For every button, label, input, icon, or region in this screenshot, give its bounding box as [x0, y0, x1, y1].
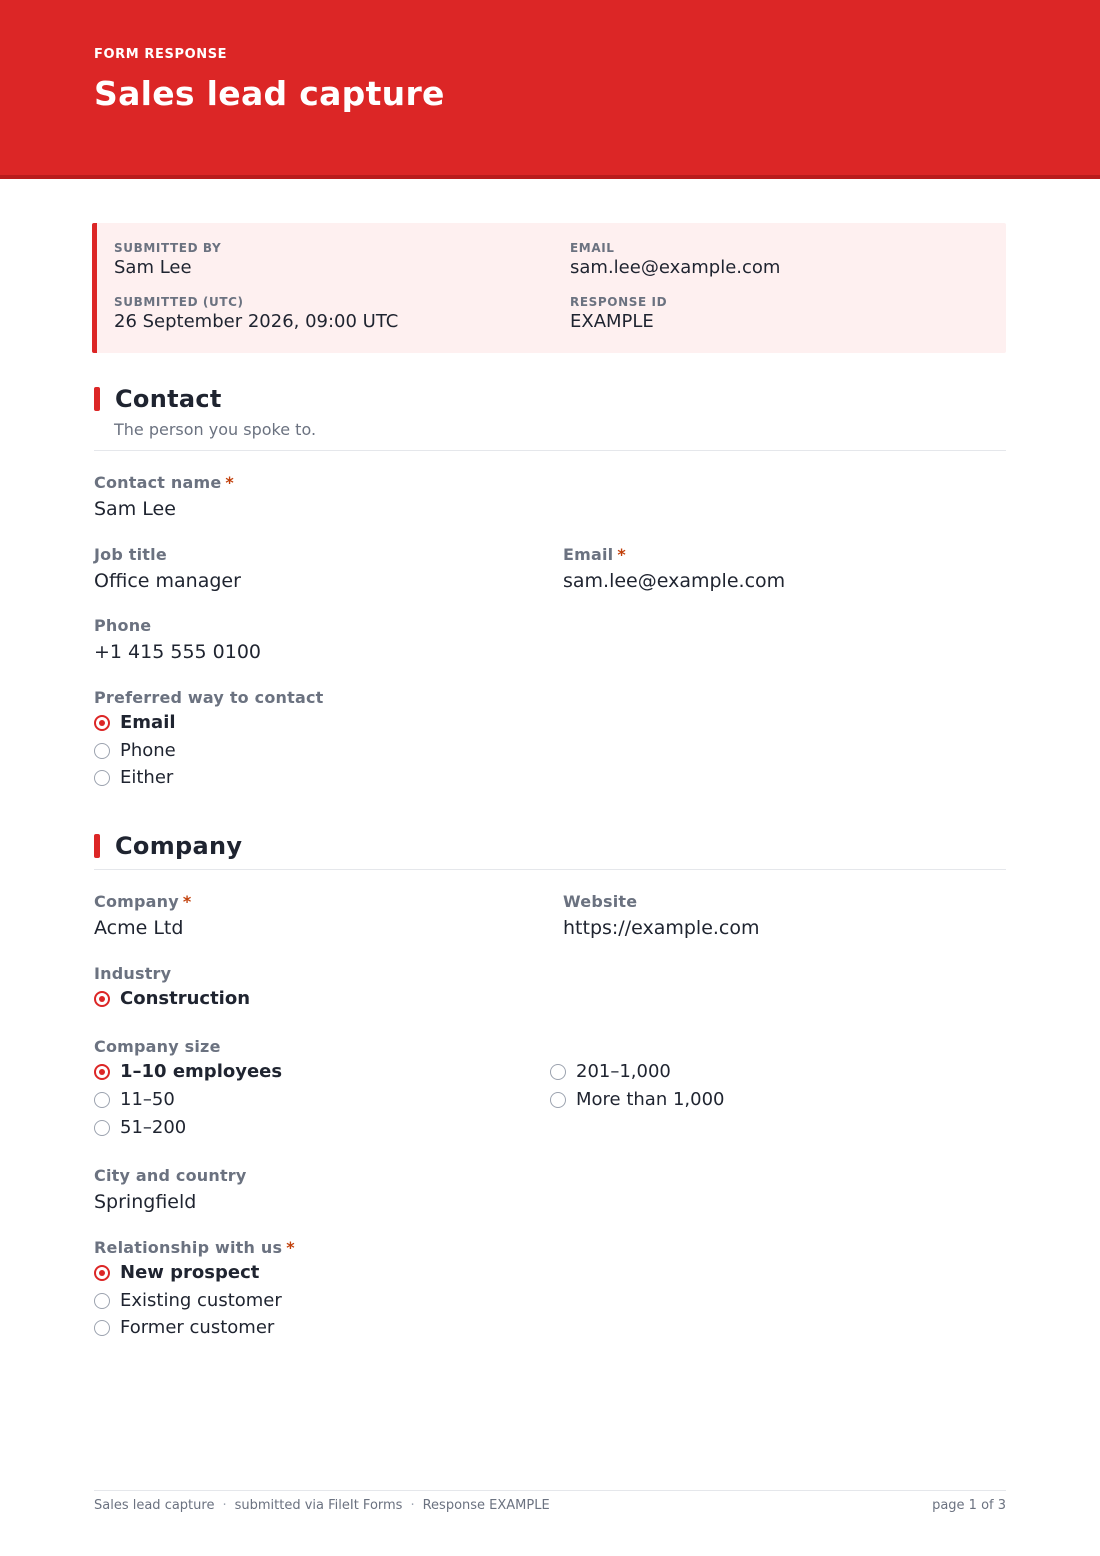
- field-phone: [94, 616, 261, 663]
- radio-option-label: Existing customer: [120, 1290, 282, 1311]
- meta-submitted-by: [114, 241, 221, 278]
- field-website: [563, 892, 760, 939]
- radio-option-phone: [94, 740, 176, 761]
- radio-option-label: Phone: [120, 740, 176, 761]
- radio-unselected-icon: [550, 1064, 566, 1080]
- page-title: Sales lead capture: [94, 74, 445, 113]
- field-preferred-contact-label: Preferred way to contact: [94, 688, 324, 707]
- section-contact-title: Contact: [115, 385, 222, 413]
- radio-option-size-more-than-1000: [550, 1089, 725, 1110]
- meta-response-id: [570, 295, 667, 332]
- field-job-title-label: Job title: [94, 545, 167, 564]
- field-email-label: Email: [563, 545, 614, 564]
- field-contact-name-label: Contact name: [94, 473, 222, 492]
- radio-option-label: 1–10 employees: [120, 1061, 283, 1082]
- radio-selected-icon: [94, 991, 110, 1007]
- field-company-size-label: Company size: [94, 1037, 221, 1056]
- meta-submitted-by-label: SUBMITTED BY: [114, 241, 222, 255]
- header-eyebrow: FORM RESPONSE: [94, 47, 228, 62]
- field-email-value: sam.lee@example.com: [563, 570, 786, 592]
- field-email: [563, 545, 785, 592]
- field-city-country-value: Springfield: [94, 1191, 197, 1213]
- section-contact-description: The person you spoke to.: [114, 420, 317, 439]
- radio-option-label: Construction: [120, 988, 251, 1009]
- footer-info: [94, 1498, 550, 1513]
- meta-response-id-value: EXAMPLE: [570, 311, 654, 332]
- radio-option-label: Former customer: [120, 1317, 275, 1338]
- required-marker: *: [225, 473, 234, 492]
- radio-option-label: 201–1,000: [576, 1061, 671, 1082]
- field-company: [94, 892, 191, 939]
- section-accent-bar: [94, 387, 100, 411]
- required-marker: *: [617, 545, 626, 564]
- field-relationship: [94, 1238, 295, 1257]
- radio-option-former-customer: [94, 1317, 274, 1338]
- footer-response: Response EXAMPLE: [422, 1498, 550, 1513]
- field-contact-name: [94, 473, 234, 520]
- field-relationship-label: Relationship with us: [94, 1238, 283, 1257]
- footer-via: submitted via FileIt Forms: [234, 1498, 403, 1513]
- radio-option-email: [94, 712, 176, 733]
- footer-separator: ·: [222, 1498, 227, 1513]
- field-job-title-value: Office manager: [94, 570, 241, 592]
- field-phone-label: Phone: [94, 616, 152, 635]
- footer-page-number: page 1 of 3: [932, 1498, 1006, 1513]
- field-phone-value: +1 415 555 0100: [94, 641, 262, 663]
- radio-option-size-201-1000: [550, 1061, 671, 1082]
- radio-option-label: 51–200: [120, 1117, 187, 1138]
- radio-option-label: 11–50: [120, 1089, 175, 1110]
- radio-option-size-51-200: [94, 1117, 186, 1138]
- section-contact-heading: [94, 385, 222, 413]
- radio-option-label: Either: [120, 767, 174, 788]
- field-job-title: [94, 545, 241, 592]
- radio-option-size-11-50: [94, 1089, 175, 1110]
- meta-response-id-label: RESPONSE ID: [570, 295, 668, 309]
- radio-unselected-icon: [94, 743, 110, 759]
- meta-submitted-label: SUBMITTED (UTC): [114, 295, 244, 309]
- radio-option-existing-customer: [94, 1290, 282, 1311]
- radio-option-size-1-10: [94, 1061, 282, 1082]
- field-contact-name-value: Sam Lee: [94, 498, 176, 520]
- radio-selected-icon: [94, 715, 110, 731]
- section-divider: [94, 450, 1006, 451]
- field-company-value: Acme Ltd: [94, 917, 184, 939]
- footer-divider: [94, 1490, 1006, 1491]
- meta-submitted-by-value: Sam Lee: [114, 257, 192, 278]
- section-accent-bar: [94, 834, 100, 858]
- section-company-heading: [94, 832, 242, 860]
- radio-option-construction: [94, 988, 250, 1009]
- field-city-country: [94, 1166, 247, 1213]
- radio-unselected-icon: [94, 1320, 110, 1336]
- page-header: [0, 0, 1100, 179]
- required-marker: *: [286, 1238, 295, 1257]
- field-city-country-label: City and country: [94, 1166, 247, 1185]
- field-preferred-contact: [94, 688, 323, 707]
- footer-form-name: Sales lead capture: [94, 1498, 215, 1513]
- meta-submitted-value: 26 September 2026, 09:00 UTC: [114, 311, 399, 332]
- field-industry-label: Industry: [94, 964, 172, 983]
- required-marker: *: [182, 892, 192, 911]
- radio-option-either: [94, 767, 173, 788]
- field-company-size: [94, 1037, 221, 1056]
- radio-unselected-icon: [94, 1293, 110, 1309]
- section-divider: [94, 869, 1006, 870]
- radio-unselected-icon: [94, 1120, 110, 1136]
- meta-submitted: [114, 295, 398, 332]
- field-industry: [94, 964, 171, 983]
- radio-option-label: New prospect: [120, 1262, 260, 1283]
- meta-email-value: sam.lee@example.com: [570, 257, 781, 278]
- radio-unselected-icon: [550, 1092, 566, 1108]
- radio-selected-icon: [94, 1265, 110, 1281]
- field-website-label: Website: [563, 892, 638, 911]
- page-footer: [94, 1498, 1006, 1513]
- field-company-label: Company: [94, 892, 179, 911]
- radio-option-label: Email: [120, 712, 176, 733]
- footer-separator: ·: [410, 1498, 415, 1513]
- radio-selected-icon: [94, 1064, 110, 1080]
- meta-email-label: EMAIL: [570, 241, 615, 255]
- radio-unselected-icon: [94, 1092, 110, 1108]
- radio-option-new-prospect: [94, 1262, 259, 1283]
- radio-option-label: More than 1,000: [576, 1089, 725, 1110]
- radio-unselected-icon: [94, 770, 110, 786]
- section-company-title: Company: [115, 832, 243, 860]
- field-website-value: https://example.com: [563, 917, 760, 939]
- submission-meta-panel: [92, 223, 1006, 353]
- meta-email: [570, 241, 780, 278]
